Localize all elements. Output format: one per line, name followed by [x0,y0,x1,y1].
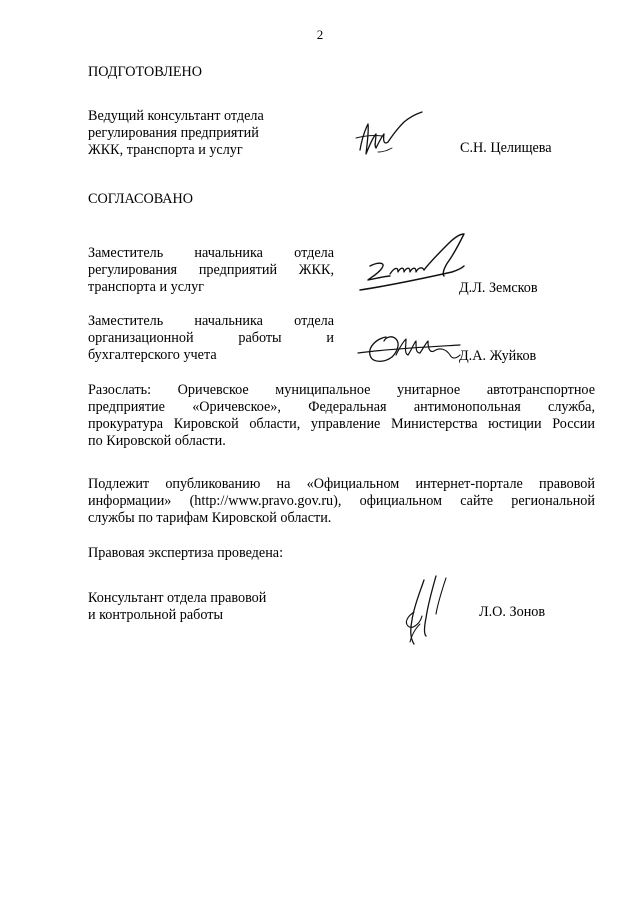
signer-position-line: бухгалтерского учета [88,347,217,363]
publication-paragraph [88,476,595,527]
legal-review-position [88,590,328,624]
distribution-line: по Кировской области. [88,433,226,449]
prepared-position-line: регулирования предприятий [88,125,259,141]
signature-tselishcheva [352,108,432,168]
distribution-line: прокуратура Кировской области, управление Министерства юстиции России [88,416,595,432]
publication-line: Подлежит опубликованию на «Официальном интернет-портале правовой [88,476,595,492]
prepared-name: С.Н. Целищева [460,140,552,156]
publication-line: службы по тарифам Кировской области. [88,510,332,526]
signature-zonov [396,572,466,652]
distribution-paragraph [88,382,595,450]
legal-review-position-line: и контрольной работы [88,607,223,623]
legal-review-statement: Правовая экспертиза проведена: [88,545,284,561]
distribution-line: предприятие «Оричевское», Федеральная антимонопольная служба, [88,399,595,415]
prepared-position-line: ЖКК, транспорта и услуг [88,142,243,158]
legal-review-name: Л.О. Зонов [479,604,546,620]
signer-zemskov-name: Д.Л. Земсков [459,280,538,296]
prepared-position-line: Ведущий консультант отдела [88,108,264,124]
signer-position-line: Заместитель начальника отдела [88,313,334,329]
signer-position-line: регулирования предприятий ЖКК, [88,262,334,278]
signature-zemskov [356,228,476,308]
prepared-heading: ПОДГОТОВЛЕНО [88,64,202,80]
agreed-heading: СОГЛАСОВАНО [88,191,194,207]
legal-review-position-line: Консультант отдела правовой [88,590,267,606]
signer-position-line: транспорта и услуг [88,279,204,295]
signer-zhuykov-name: Д.А. Жуйков [459,348,537,364]
signer-position-line: Заместитель начальника отдела [88,245,334,261]
page-number: 2 [316,27,324,42]
distribution-line: Разослать: Оричевское муниципальное унитарное автотранспортное [88,382,595,398]
signature-zhuykov [356,325,476,375]
prepared-position [88,108,348,159]
signer-zemskov-position [88,245,334,296]
publication-line: информации» (http://www.pravo.gov.ru), официальном сайте региональной [88,493,595,509]
signer-zhuykov-position [88,313,334,364]
signer-position-line: организационной работы и [88,330,334,346]
